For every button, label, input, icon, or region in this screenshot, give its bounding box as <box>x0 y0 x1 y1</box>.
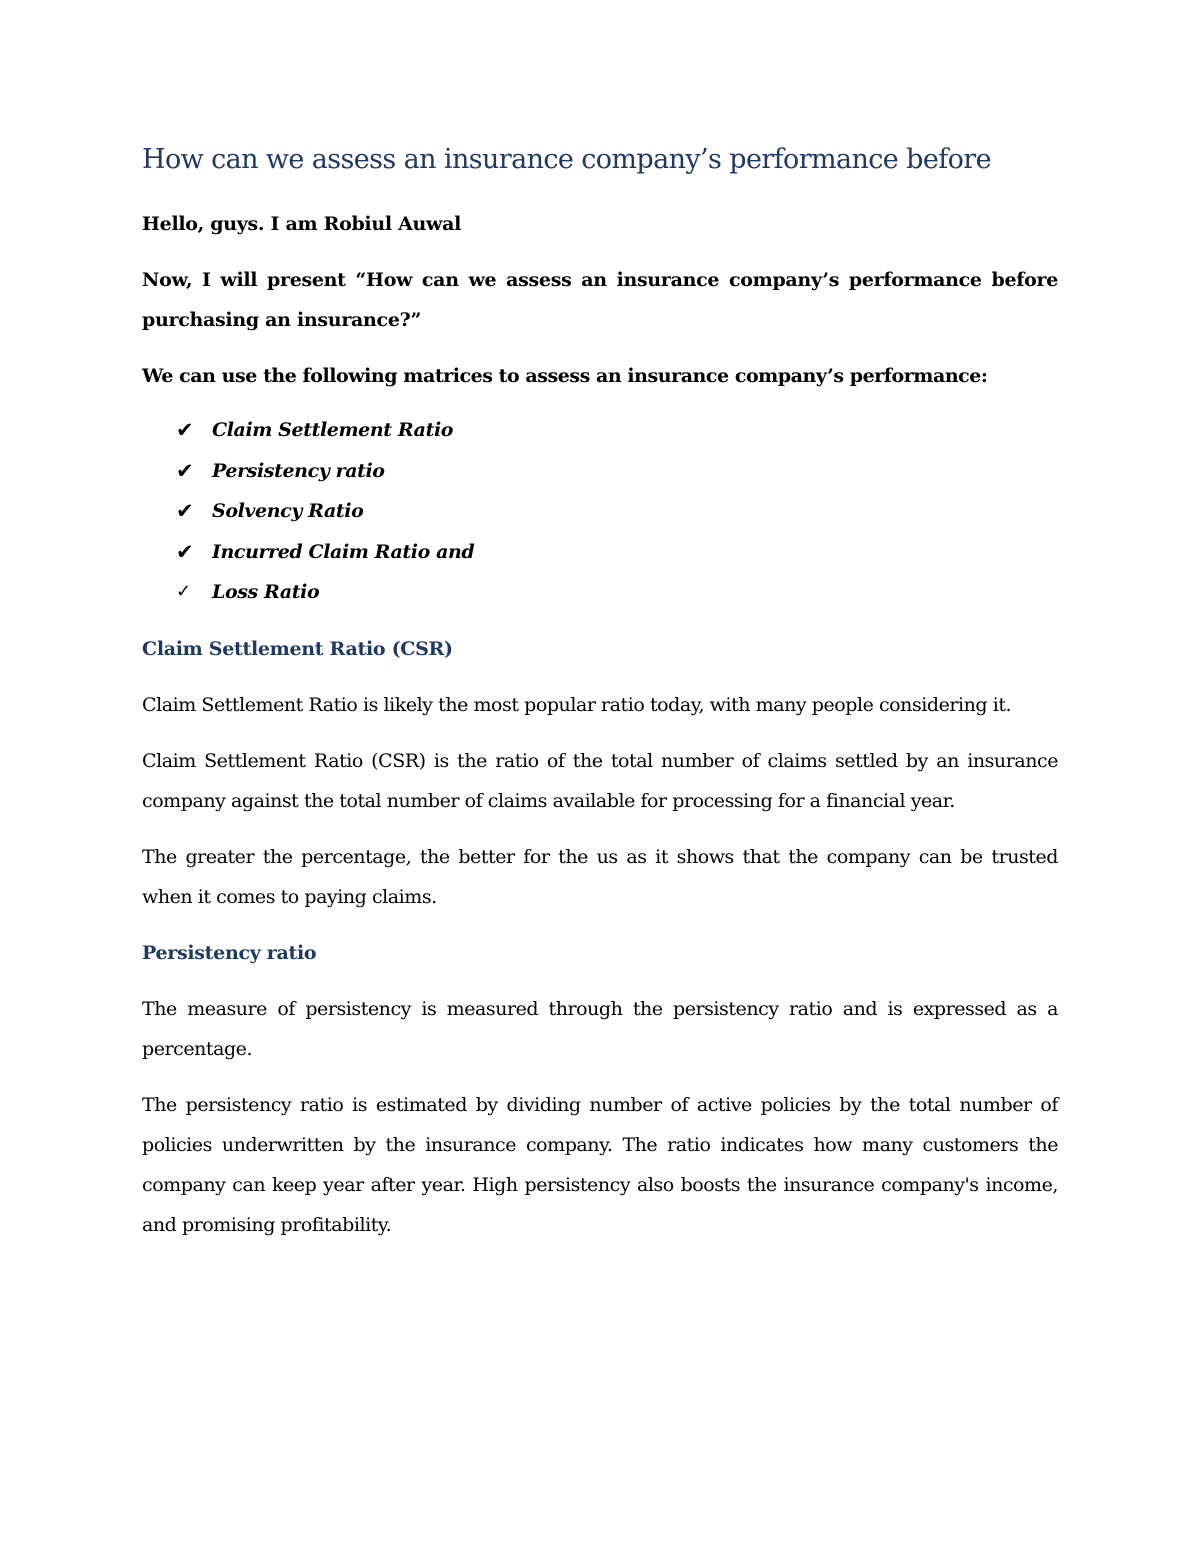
csr-paragraph-3: The greater the percentage, the better for the us as it shows that the company can be trusted when it comes to paying claims. <box>142 845 1058 908</box>
list-item <box>176 410 1058 451</box>
list-item-label: Incurred Claim Ratio and <box>212 540 475 563</box>
checkmark-icon: ✔ <box>176 499 194 523</box>
checkmark-icon: ✔ <box>176 418 194 442</box>
section-heading-csr: Claim Settlement Ratio (CSR) <box>142 637 453 660</box>
intro-paragraph: Now, I will present “How can we assess an insurance company’s performance before purchasing an insurance?” <box>142 269 1058 331</box>
document-title: How can we assess an insurance company’s performance before <box>142 144 991 175</box>
document-content <box>142 138 1058 1245</box>
list-item <box>176 491 1058 532</box>
csr-paragraph-1: Claim Settlement Ratio is likely the most popular ratio today, with many people considering it. <box>142 693 1012 716</box>
checkmark-icon: ✔ <box>176 458 194 483</box>
checkmark-icon: ✓ <box>176 581 191 602</box>
persistency-paragraph-2: The persistency ratio is estimated by dividing number of active policies by the total number of policies underwritten by the insurance company. The ratio indicates how many customers the company can keep year after year. High persistency also boosts the insurance company's income, and promising profitability. <box>142 1093 1058 1236</box>
list-item <box>176 572 1058 613</box>
list-item-label: Solvency Ratio <box>212 500 364 522</box>
greeting-text: Hello, guys. I am Robiul Auwal <box>142 213 462 235</box>
section-heading-persistency: Persistency ratio <box>142 941 317 964</box>
checkmark-icon: ✔ <box>176 539 194 564</box>
metrics-checklist <box>142 410 1058 613</box>
lead-paragraph: We can use the following matrices to assess an insurance company’s performance: <box>142 365 988 387</box>
list-item <box>176 532 1058 573</box>
list-item-label: Loss Ratio <box>212 581 320 603</box>
list-item-label: Persistency ratio <box>212 459 385 482</box>
csr-paragraph-2: Claim Settlement Ratio (CSR) is the ratio of the total number of claims settled by an insurance company against the total number of claims available for processing for a financial year. <box>142 749 1058 812</box>
list-item <box>176 451 1058 492</box>
persistency-paragraph-1: The measure of persistency is measured through the persistency ratio and is expressed as a percentage. <box>142 997 1058 1060</box>
list-item-label: Claim Settlement Ratio <box>212 419 454 441</box>
